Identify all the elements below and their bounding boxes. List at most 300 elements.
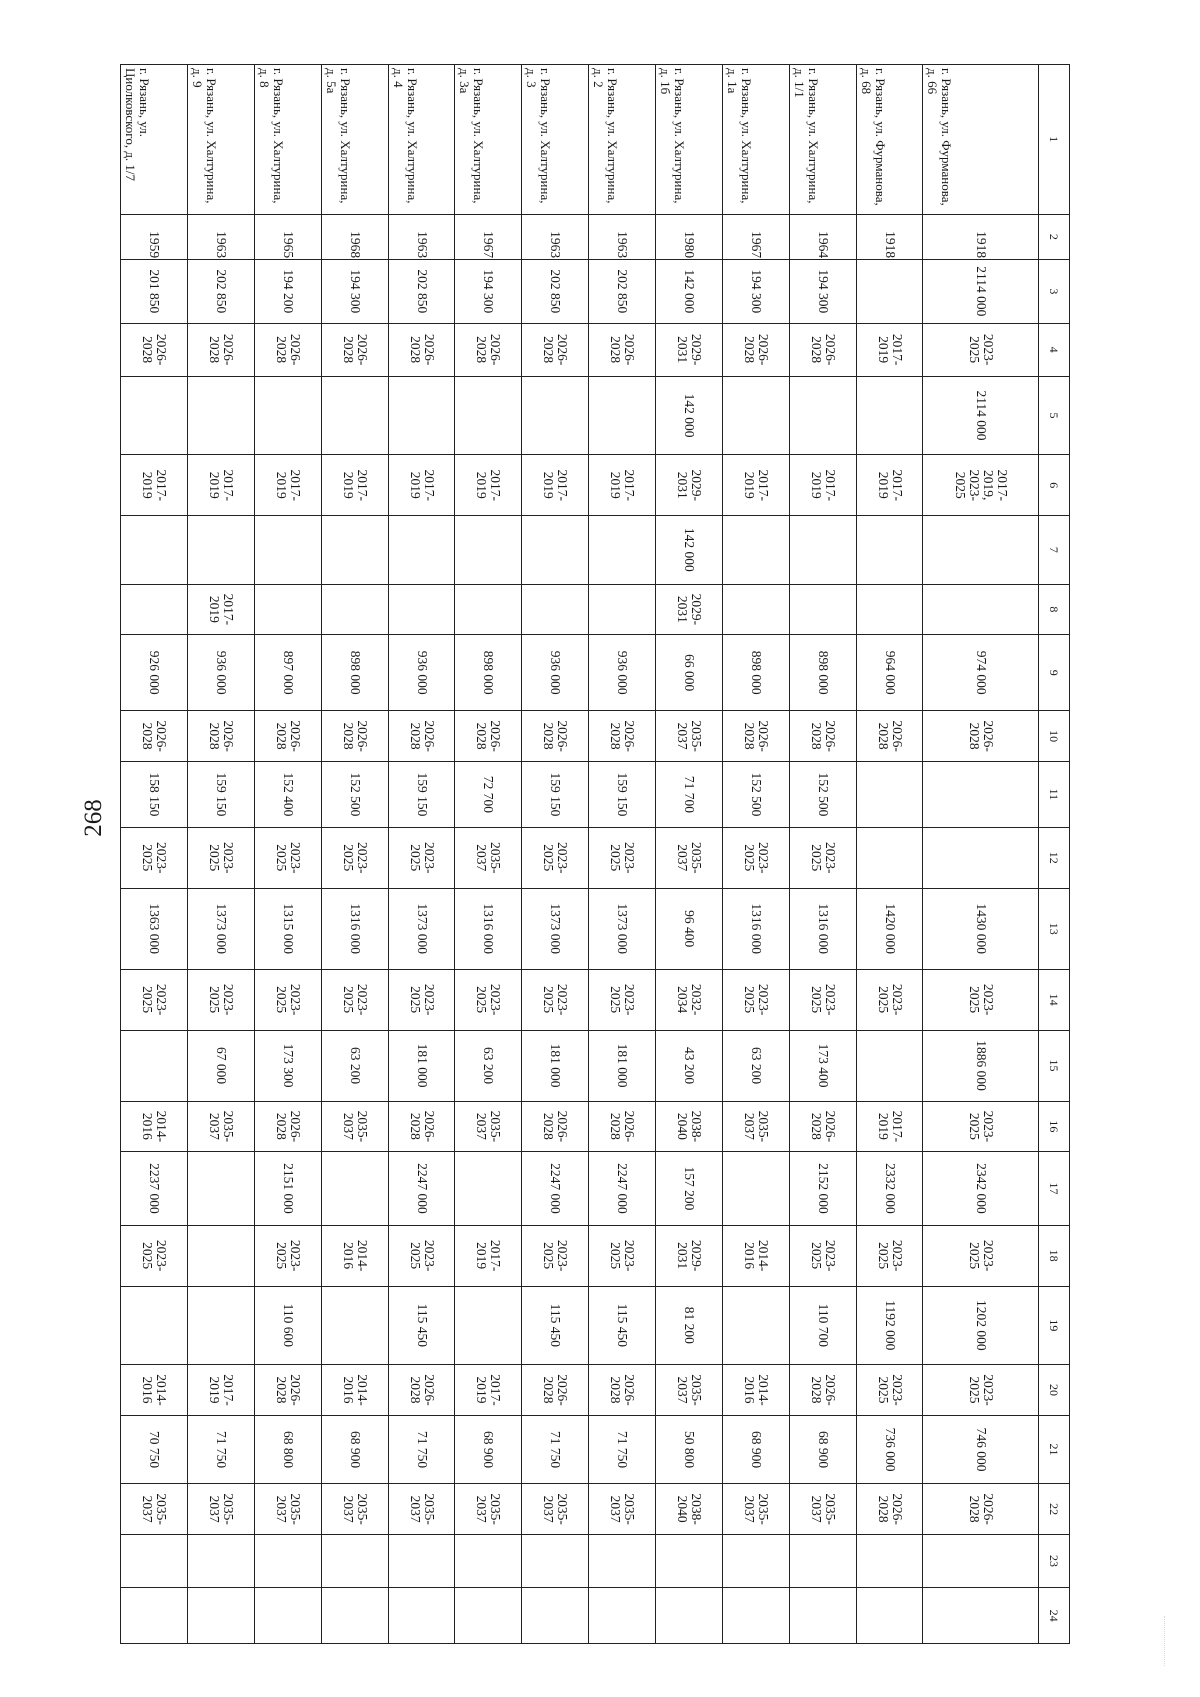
table-cell: 2014-2016 <box>722 1365 789 1416</box>
table-cell: 81 200 <box>656 1286 723 1365</box>
table-cell: 1918 <box>923 214 1039 260</box>
table-row <box>589 65 656 1644</box>
table-cell <box>522 376 589 455</box>
table-cell: 2023-2025 <box>388 827 455 888</box>
table-cell: 2014-2016 <box>321 1225 388 1286</box>
table-cell: 2026-2028 <box>188 323 255 376</box>
table-cell: 2023-2025 <box>923 969 1039 1030</box>
table-row <box>656 65 723 1644</box>
table-cell: 173 300 <box>254 1030 321 1101</box>
table-cell <box>388 1588 455 1644</box>
table-cell: 1886 000 <box>923 1030 1039 1101</box>
table-cell <box>121 1534 188 1587</box>
table-cell: 2023-2025 <box>388 1225 455 1286</box>
table-cell <box>722 1534 789 1587</box>
column-header: 14 <box>1039 969 1070 1030</box>
table-cell: 2152 000 <box>789 1152 856 1226</box>
address-cell: г. Рязань, ул. Халтурина, д. 1/1 <box>789 65 856 215</box>
table-cell: 2023-2025 <box>522 827 589 888</box>
table-cell: 1373 000 <box>188 888 255 969</box>
table-cell: 194 300 <box>455 260 522 323</box>
table-cell: 71 750 <box>188 1415 255 1483</box>
table-cell: 2026-2028 <box>254 711 321 762</box>
capital-repair-schedule-table <box>120 64 1070 1644</box>
table-cell: 202 850 <box>188 260 255 323</box>
table-cell: 2026-2028 <box>789 1101 856 1152</box>
table-cell: 2026-2028 <box>388 711 455 762</box>
table-cell: 2014-2016 <box>722 1225 789 1286</box>
table-cell <box>722 516 789 584</box>
table-cell: 2026-2028 <box>188 711 255 762</box>
table-cell: 2026-2028 <box>388 1101 455 1152</box>
table-cell <box>188 1152 255 1226</box>
table-cell: 2035-2037 <box>656 827 723 888</box>
table-cell <box>121 1030 188 1101</box>
table-cell: 2017-2019 <box>388 455 455 516</box>
table-cell: 157 200 <box>656 1152 723 1226</box>
table-cell: 2017-2019 <box>254 455 321 516</box>
table-cell: 2026-2028 <box>522 323 589 376</box>
table-cell: 2342 000 <box>923 1152 1039 1226</box>
table-cell <box>856 260 923 323</box>
table-cell: 2017-2019 <box>789 455 856 516</box>
table-cell: 202 850 <box>589 260 656 323</box>
table-cell: 1373 000 <box>388 888 455 969</box>
address-cell: г. Рязань, ул. Халтурина, д. 2 <box>589 65 656 215</box>
table-cell <box>856 761 923 827</box>
table-cell: 1980 <box>656 214 723 260</box>
table-cell: 2026-2028 <box>455 711 522 762</box>
table-cell: 202 850 <box>388 260 455 323</box>
table-cell: 2026-2028 <box>522 1101 589 1152</box>
table-row <box>455 65 522 1644</box>
table-row <box>522 65 589 1644</box>
table-cell: 2023-2025 <box>722 827 789 888</box>
table-cell <box>789 516 856 584</box>
table-cell: 63 200 <box>722 1030 789 1101</box>
table-cell: 2017-2019 <box>121 455 188 516</box>
column-header: 24 <box>1039 1588 1070 1644</box>
column-header: 7 <box>1039 516 1070 584</box>
table-cell <box>522 1588 589 1644</box>
column-header: 1 <box>1039 65 1070 215</box>
table-row <box>856 65 923 1644</box>
table-cell: 2114 000 <box>923 260 1039 323</box>
table-cell <box>188 1534 255 1587</box>
table-cell: 2247 000 <box>388 1152 455 1226</box>
table-cell: 2017-2019 <box>522 455 589 516</box>
table-cell: 181 000 <box>589 1030 656 1101</box>
column-header: 20 <box>1039 1365 1070 1416</box>
table-cell: 2017-2019 <box>455 1365 522 1416</box>
table-cell <box>188 1588 255 1644</box>
table-cell: 2035-2037 <box>789 1484 856 1535</box>
table-cell <box>923 584 1039 635</box>
table-cell: 158 150 <box>121 761 188 827</box>
table-cell: 115 450 <box>388 1286 455 1365</box>
table-cell: 142 000 <box>656 516 723 584</box>
table-cell: 2035-2037 <box>121 1484 188 1535</box>
table-cell: 66 000 <box>656 635 723 711</box>
table-cell <box>455 1152 522 1226</box>
table-cell <box>856 516 923 584</box>
table-cell: 936 000 <box>589 635 656 711</box>
table-cell: 2023-2025 <box>321 969 388 1030</box>
table-cell: 898 000 <box>321 635 388 711</box>
table-cell: 897 000 <box>254 635 321 711</box>
table-cell <box>121 584 188 635</box>
table-cell: 68 900 <box>321 1415 388 1483</box>
table-cell <box>455 1534 522 1587</box>
column-header: 11 <box>1039 761 1070 827</box>
table-cell: 2023-2025 <box>856 1225 923 1286</box>
table-cell <box>455 1286 522 1365</box>
column-header: 9 <box>1039 635 1070 711</box>
column-header: 5 <box>1039 376 1070 455</box>
table-cell <box>188 376 255 455</box>
table-cell: 2038-2040 <box>656 1484 723 1535</box>
table-cell <box>254 584 321 635</box>
table-cell: 152 500 <box>789 761 856 827</box>
column-header: 19 <box>1039 1286 1070 1365</box>
table-cell: 2035-2037 <box>722 1101 789 1152</box>
table-cell: 2029-2031 <box>656 1225 723 1286</box>
table-cell: 2026-2028 <box>789 711 856 762</box>
address-cell: г. Рязань, ул. Фурманова, д. 68 <box>856 65 923 215</box>
table-cell: 1968 <box>321 214 388 260</box>
table-cell: 898 000 <box>455 635 522 711</box>
table-cell: 1430 000 <box>923 888 1039 969</box>
table-cell: 2023-2025 <box>789 1225 856 1286</box>
table-cell: 2023-2025 <box>923 1101 1039 1152</box>
table-cell <box>789 1588 856 1644</box>
table-cell: 1202 000 <box>923 1286 1039 1365</box>
table-cell: 173 400 <box>789 1030 856 1101</box>
table-cell: 2017-2019 <box>589 455 656 516</box>
table-cell <box>254 1588 321 1644</box>
table-cell: 2017-2019 <box>188 584 255 635</box>
table-row <box>121 65 188 1644</box>
table-cell: 2026-2028 <box>388 1365 455 1416</box>
table-cell <box>589 584 656 635</box>
table-cell: 2023-2025 <box>188 827 255 888</box>
table-cell <box>923 516 1039 584</box>
table-cell <box>388 376 455 455</box>
table-cell: 63 200 <box>455 1030 522 1101</box>
column-header: 4 <box>1039 323 1070 376</box>
column-header: 23 <box>1039 1534 1070 1587</box>
column-header: 2 <box>1039 214 1070 260</box>
table-cell: 2029-2031 <box>656 584 723 635</box>
table-cell: 2035-2037 <box>455 1101 522 1152</box>
table-cell: 2026-2028 <box>321 711 388 762</box>
table-cell: 2023-2025 <box>522 1225 589 1286</box>
table-cell: 115 450 <box>589 1286 656 1365</box>
table-cell <box>321 1152 388 1226</box>
table-row <box>923 65 1039 1644</box>
table-cell <box>522 1534 589 1587</box>
page-number: 268 <box>80 799 107 837</box>
table-cell: 964 000 <box>856 635 923 711</box>
table-cell: 142 000 <box>656 260 723 323</box>
table-cell <box>722 1286 789 1365</box>
address-cell: г. Рязань, ул. Халтурина, д. 9 <box>188 65 255 215</box>
table-cell: 2035-2037 <box>388 1484 455 1535</box>
address-cell: г. Рязань, ул. Халтурина, д. 3а <box>455 65 522 215</box>
table-cell: 2023-2025 <box>589 827 656 888</box>
column-header: 6 <box>1039 455 1070 516</box>
table-cell <box>722 1152 789 1226</box>
table-cell: 2026-2028 <box>923 711 1039 762</box>
column-header: 18 <box>1039 1225 1070 1286</box>
table-cell <box>121 376 188 455</box>
table-cell: 159 150 <box>388 761 455 827</box>
table-cell: 2023-2025 <box>923 1225 1039 1286</box>
table-cell <box>923 827 1039 888</box>
table-row <box>321 65 388 1644</box>
address-cell: г. Рязань, ул. Халтурина, д. 4 <box>388 65 455 215</box>
table-cell: 202 850 <box>522 260 589 323</box>
table-cell: 152 500 <box>722 761 789 827</box>
table-cell: 2026-2028 <box>455 323 522 376</box>
table-cell <box>522 584 589 635</box>
address-cell: г. Рязань, ул. Халтурина, д. 1б <box>656 65 723 215</box>
table-cell: 1967 <box>455 214 522 260</box>
table-row <box>254 65 321 1644</box>
table-cell: 152 400 <box>254 761 321 827</box>
table-cell <box>254 516 321 584</box>
table-cell <box>121 1286 188 1365</box>
table-cell <box>388 1534 455 1587</box>
table-cell: 2332 000 <box>856 1152 923 1226</box>
table-cell: 2023-2025 <box>522 969 589 1030</box>
table-row <box>722 65 789 1644</box>
table-cell <box>589 1534 656 1587</box>
table-cell: 1918 <box>856 214 923 260</box>
table-cell: 194 200 <box>254 260 321 323</box>
table-cell: 2026-2028 <box>722 711 789 762</box>
table-cell: 898 000 <box>789 635 856 711</box>
table-cell: 2026-2028 <box>856 1484 923 1535</box>
table-cell: 746 000 <box>923 1415 1039 1483</box>
table-cell: 2114 000 <box>923 376 1039 455</box>
column-header: 3 <box>1039 260 1070 323</box>
table-cell: 2023-2025 <box>589 969 656 1030</box>
table-cell: 2035-2037 <box>321 1484 388 1535</box>
table-cell <box>589 516 656 584</box>
column-header: 8 <box>1039 584 1070 635</box>
table-cell: 1192 000 <box>856 1286 923 1365</box>
table-cell: 2023-2025 <box>254 1225 321 1286</box>
address-cell: г. Рязань, ул. Фурманова, д. 66 <box>923 65 1039 215</box>
table-cell: 2035-2037 <box>522 1484 589 1535</box>
table-cell: 2017-2019 <box>455 455 522 516</box>
table-cell: 181 000 <box>388 1030 455 1101</box>
table-cell: 2017-2019 <box>188 1365 255 1416</box>
table-cell: 1373 000 <box>522 888 589 969</box>
table-cell: 2023-2025 <box>856 1365 923 1416</box>
table-cell <box>321 584 388 635</box>
table-cell: 1373 000 <box>589 888 656 969</box>
table-cell <box>856 584 923 635</box>
table-cell: 2026-2028 <box>589 1101 656 1152</box>
table-cell: 2026-2028 <box>522 1365 589 1416</box>
table-cell: 2247 000 <box>589 1152 656 1226</box>
table-cell: 2017-2019 <box>856 323 923 376</box>
table-cell <box>856 1534 923 1587</box>
table-cell <box>121 516 188 584</box>
table-cell: 936 000 <box>188 635 255 711</box>
table-cell: 2026-2028 <box>789 323 856 376</box>
table-cell: 974 000 <box>923 635 1039 711</box>
table-cell <box>522 516 589 584</box>
table-cell <box>254 376 321 455</box>
table-cell: 2023-2025 <box>789 827 856 888</box>
table-cell: 201 850 <box>121 260 188 323</box>
table-cell: 2035-2037 <box>188 1101 255 1152</box>
table-cell: 1420 000 <box>856 888 923 969</box>
table-cell: 2023-2025 <box>455 969 522 1030</box>
table-cell: 152 500 <box>321 761 388 827</box>
table-cell: 2014-2016 <box>121 1101 188 1152</box>
table-cell: 68 900 <box>722 1415 789 1483</box>
table-cell: 2023-2025 <box>121 1225 188 1286</box>
table-cell: 2035-2037 <box>722 1484 789 1535</box>
table-cell: 194 300 <box>789 260 856 323</box>
table-cell: 898 000 <box>722 635 789 711</box>
column-header: 10 <box>1039 711 1070 762</box>
table-cell <box>656 1534 723 1587</box>
table-cell: 96 400 <box>656 888 723 969</box>
table-cell <box>856 827 923 888</box>
table-cell: 2017-2019 <box>856 1101 923 1152</box>
table-cell <box>856 1588 923 1644</box>
table-cell <box>656 1588 723 1644</box>
table-cell <box>789 584 856 635</box>
table-cell: 2026-2028 <box>254 1101 321 1152</box>
column-header: 17 <box>1039 1152 1070 1226</box>
table-cell: 1316 000 <box>321 888 388 969</box>
table-cell <box>722 1588 789 1644</box>
address-cell: г. Рязань, ул. Халтурина, д. 3 <box>522 65 589 215</box>
table-cell <box>254 1534 321 1587</box>
table-cell: 2035-2037 <box>188 1484 255 1535</box>
table-row <box>188 65 255 1644</box>
table-cell: 159 150 <box>188 761 255 827</box>
table-cell <box>188 516 255 584</box>
table-cell <box>923 761 1039 827</box>
table-cell: 2023-2025 <box>722 969 789 1030</box>
table-row <box>388 65 455 1644</box>
header-row <box>1039 65 1070 1644</box>
table-cell <box>121 1588 188 1644</box>
address-cell: г. Рязань, ул. Циолковского, д. 1/7 <box>121 65 188 215</box>
table-cell: 1316 000 <box>789 888 856 969</box>
table-cell <box>856 376 923 455</box>
table-cell: 2026-2028 <box>722 323 789 376</box>
table-cell: 736 000 <box>856 1415 923 1483</box>
table-cell: 2017-2019, 2023-2025 <box>923 455 1039 516</box>
table-cell: 2237 000 <box>121 1152 188 1226</box>
table-cell: 2014-2016 <box>321 1365 388 1416</box>
table-cell: 2026-2028 <box>589 323 656 376</box>
table-cell <box>188 1225 255 1286</box>
table-cell: 2023-2025 <box>188 969 255 1030</box>
address-cell: г. Рязань, ул. Халтурина, д. 1а <box>722 65 789 215</box>
table-cell: 2026-2028 <box>856 711 923 762</box>
table-cell: 67 000 <box>188 1030 255 1101</box>
table-cell <box>923 1534 1039 1587</box>
table-cell: 1963 <box>522 214 589 260</box>
column-header: 13 <box>1039 888 1070 969</box>
table-cell: 2023-2025 <box>254 969 321 1030</box>
table-cell <box>722 584 789 635</box>
table-cell: 2026-2028 <box>254 1365 321 1416</box>
table-cell: 926 000 <box>121 635 188 711</box>
table-cell: 1963 <box>188 214 255 260</box>
table-cell: 2032-2034 <box>656 969 723 1030</box>
table-cell: 2023-2025 <box>121 827 188 888</box>
table-cell <box>856 1030 923 1101</box>
table-cell: 194 300 <box>321 260 388 323</box>
table-cell: 2035-2037 <box>321 1101 388 1152</box>
table-cell: 2026-2028 <box>522 711 589 762</box>
table-cell <box>722 376 789 455</box>
table-cell: 1967 <box>722 214 789 260</box>
table-cell: 70 750 <box>121 1415 188 1483</box>
table-cell: 2247 000 <box>522 1152 589 1226</box>
table-cell: 2014-2016 <box>121 1365 188 1416</box>
table-cell: 1959 <box>121 214 188 260</box>
table-cell <box>455 376 522 455</box>
table-cell: 2023-2025 <box>589 1225 656 1286</box>
table-cell: 2023-2025 <box>254 827 321 888</box>
column-header: 22 <box>1039 1484 1070 1535</box>
table-cell: 181 000 <box>522 1030 589 1101</box>
table-cell: 1315 000 <box>254 888 321 969</box>
table-cell: 159 150 <box>589 761 656 827</box>
table-row <box>789 65 856 1644</box>
table-cell <box>455 1588 522 1644</box>
column-header: 16 <box>1039 1101 1070 1152</box>
table-cell: 110 600 <box>254 1286 321 1365</box>
table-cell: 1963 <box>388 214 455 260</box>
table-cell <box>455 584 522 635</box>
table-cell: 2026-2028 <box>589 711 656 762</box>
table-cell <box>388 516 455 584</box>
table-cell <box>321 1588 388 1644</box>
table-cell: 2029-2031 <box>656 323 723 376</box>
column-header: 15 <box>1039 1030 1070 1101</box>
table-cell: 2038-2040 <box>656 1101 723 1152</box>
table-cell: 72 700 <box>455 761 522 827</box>
table-cell: 2023-2025 <box>923 323 1039 376</box>
table-cell <box>589 376 656 455</box>
table-cell: 2023-2025 <box>856 969 923 1030</box>
column-header: 21 <box>1039 1415 1070 1483</box>
table-cell: 1316 000 <box>455 888 522 969</box>
table-cell <box>321 376 388 455</box>
table-cell <box>789 376 856 455</box>
table-cell: 2017-2019 <box>188 455 255 516</box>
table-cell: 115 450 <box>522 1286 589 1365</box>
table-cell: 2023-2025 <box>923 1365 1039 1416</box>
table-cell: 1963 <box>589 214 656 260</box>
table-cell: 68 800 <box>254 1415 321 1483</box>
table-cell: 68 900 <box>789 1415 856 1483</box>
table-cell <box>321 1534 388 1587</box>
table-cell: 2026-2028 <box>121 711 188 762</box>
